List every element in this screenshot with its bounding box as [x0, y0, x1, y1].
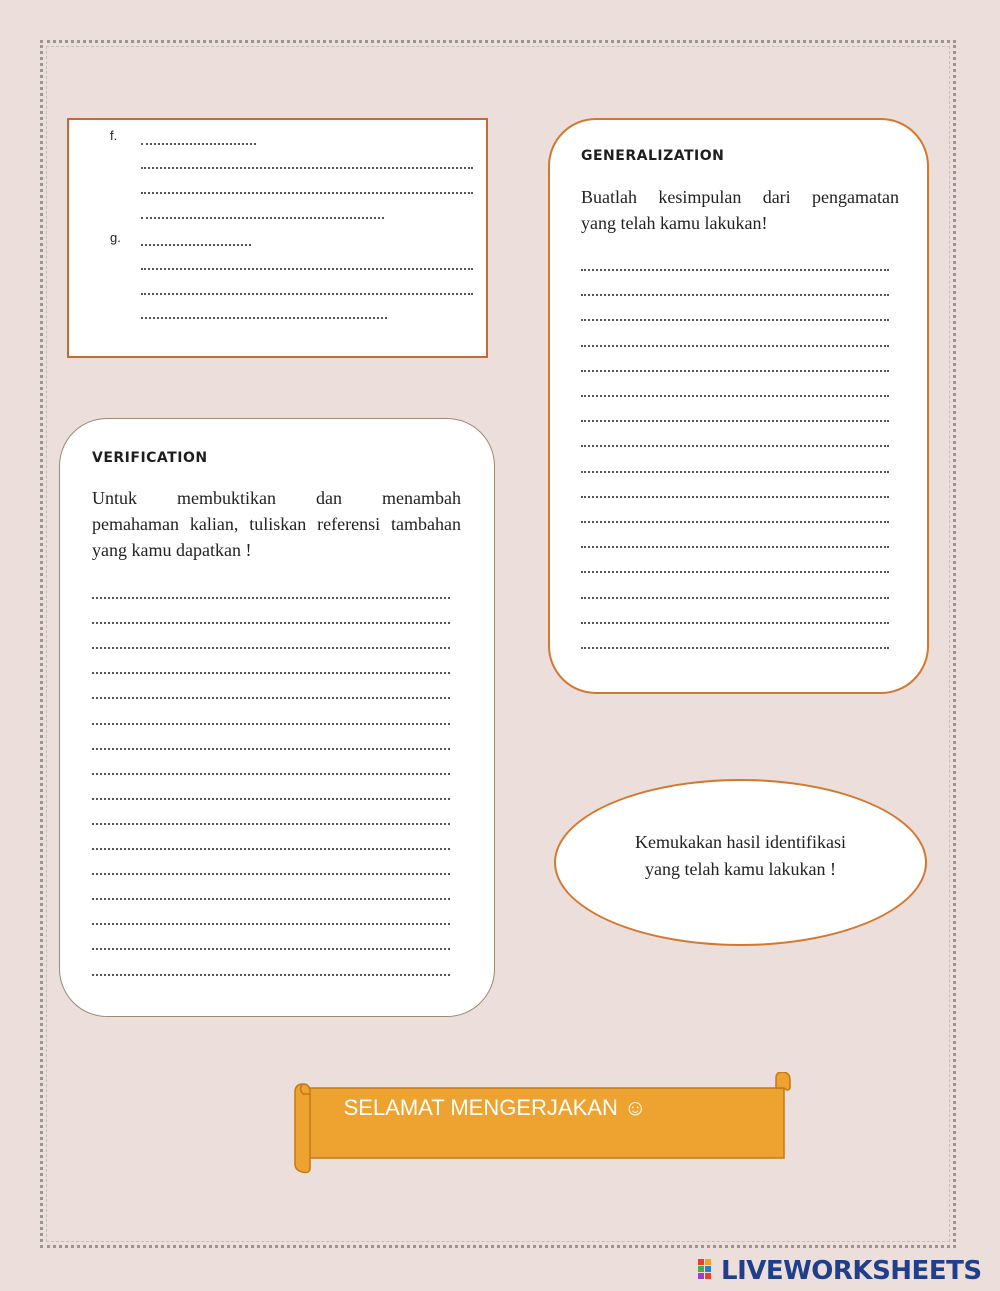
generalization-answer-line[interactable]	[581, 521, 889, 523]
liveworksheets-logo	[697, 1256, 982, 1286]
generalization-instruction-line: Buatlah kesimpulan dari pengamatan	[581, 187, 899, 207]
generalization-answer-line[interactable]	[581, 622, 889, 624]
generalization-answer-line[interactable]	[581, 420, 889, 422]
verification-box	[59, 418, 495, 1017]
identification-line: Kemukakan hasil identifikasi	[635, 832, 846, 852]
generalization-answer-line[interactable]	[581, 345, 889, 347]
item-g-label: g.	[110, 230, 121, 245]
verification-heading: VERIFICATION	[92, 450, 208, 466]
verification-answer-line[interactable]	[92, 948, 450, 950]
verification-answer-line[interactable]	[92, 798, 450, 800]
generalization-answer-line[interactable]	[581, 319, 889, 321]
item-g-lead-line[interactable]	[141, 244, 251, 246]
verification-instruction-line: Untuk membuktikan dan menambah	[92, 488, 461, 508]
generalization-answer-line[interactable]	[581, 546, 889, 548]
identification-text	[556, 829, 925, 883]
banner-text: SELAMAT MENGERJAKAN ☺	[343, 1095, 647, 1120]
generalization-answer-line[interactable]	[581, 647, 889, 649]
generalization-answer-line[interactable]	[581, 269, 889, 271]
answer-list-box	[67, 118, 488, 358]
generalization-answer-line[interactable]	[581, 445, 889, 447]
generalization-answer-line[interactable]	[581, 395, 889, 397]
identification-ellipse	[554, 779, 927, 946]
item-g-answer-line[interactable]	[141, 317, 387, 319]
generalization-answer-line[interactable]	[581, 571, 889, 573]
brand-text: LIVEWORKSHEETS	[721, 1256, 982, 1286]
generalization-instruction-line: yang telah kamu lakukan!	[581, 213, 768, 233]
verification-answer-line[interactable]	[92, 748, 450, 750]
verification-instruction	[92, 485, 461, 563]
generalization-answer-line[interactable]	[581, 294, 889, 296]
generalization-heading: GENERALIZATION	[581, 148, 725, 164]
generalization-answer-line[interactable]	[581, 370, 889, 372]
verification-instruction-line: yang kamu dapatkan !	[92, 540, 252, 560]
verification-answer-line[interactable]	[92, 974, 450, 976]
item-f-answer-line[interactable]	[141, 192, 473, 194]
generalization-box	[548, 118, 929, 694]
verification-answer-line[interactable]	[92, 898, 450, 900]
generalization-answer-line[interactable]	[581, 597, 889, 599]
verification-answer-line[interactable]	[92, 923, 450, 925]
item-g-answer-line[interactable]	[141, 268, 473, 270]
scroll-banner	[292, 1072, 794, 1174]
generalization-answer-line[interactable]	[581, 496, 889, 498]
verification-answer-line[interactable]	[92, 647, 450, 649]
verification-answer-line[interactable]	[92, 723, 450, 725]
verification-answer-line[interactable]	[92, 597, 450, 599]
verification-instruction-line: pemahaman kalian, tuliskan referensi tambahan	[92, 514, 461, 534]
verification-answer-line[interactable]	[92, 773, 450, 775]
verification-answer-line[interactable]	[92, 672, 450, 674]
item-f-answer-line[interactable]	[141, 167, 473, 169]
verification-answer-line[interactable]	[92, 622, 450, 624]
identification-line: yang telah kamu lakukan !	[645, 859, 836, 879]
verification-answer-line[interactable]	[92, 873, 450, 875]
item-f-answer-line[interactable]	[141, 217, 384, 219]
generalization-answer-line[interactable]	[581, 471, 889, 473]
item-f-label: f.	[110, 128, 118, 143]
verification-answer-line[interactable]	[92, 697, 450, 699]
item-f-lead-line[interactable]	[141, 143, 256, 145]
verification-answer-line[interactable]	[92, 848, 450, 850]
generalization-instruction	[581, 184, 899, 236]
item-g-answer-line[interactable]	[141, 293, 473, 295]
logo-icon	[697, 1258, 719, 1284]
verification-answer-line[interactable]	[92, 823, 450, 825]
